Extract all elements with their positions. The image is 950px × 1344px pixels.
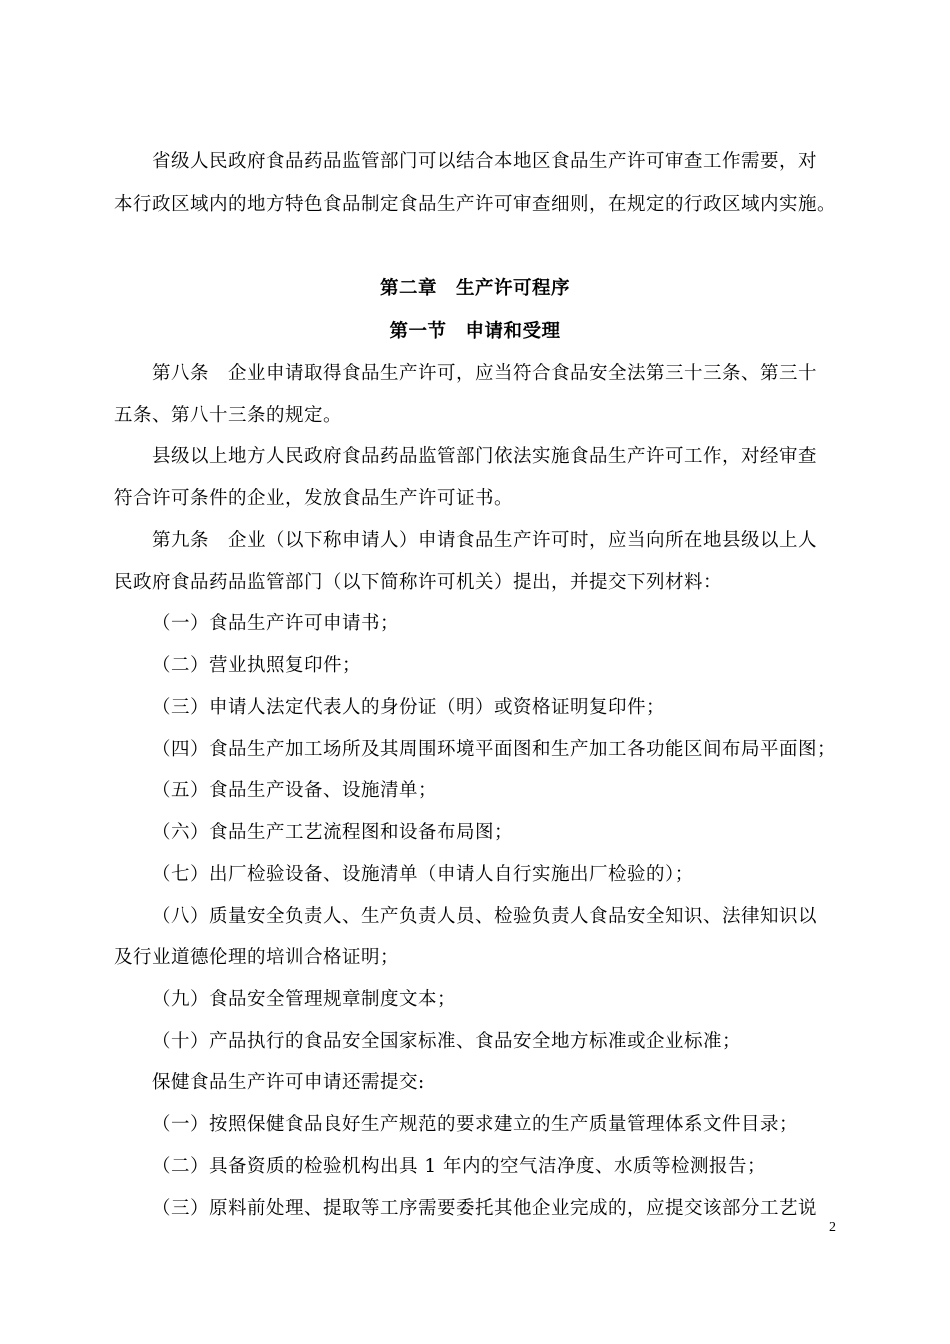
paragraph-line: 县级以上地方人民政府食品药品监管部门依法实施食品生产许可工作，对经审查 [152,446,818,467]
paragraph-line: 民政府食品药品监管部门（以下简称许可机关）提出，并提交下列材料： [114,572,723,593]
list-item: （二）具备资质的检验机构出具 1 年内的空气洁净度、水质等检测报告； [152,1156,767,1177]
list-item: （三）申请人法定代表人的身份证（明）或资格证明复印件； [152,697,666,718]
list-item: （一）按照保健食品良好生产规范的要求建立的生产质量管理体系文件目录； [152,1114,799,1135]
list-item: （六）食品生产工艺流程图和设备布局图； [152,822,514,843]
list-item: （三）原料前处理、提取等工序需要委托其他企业完成的，应提交该部分工艺说 [152,1198,818,1219]
article-line: 第九条 企业（以下称申请人）申请食品生产许可时，应当向所在地县级以上人 [152,530,818,551]
list-item: （九）食品安全管理规章制度文本； [152,989,457,1010]
list-item: （二）营业执照复印件； [152,655,362,676]
paragraph-line: 保健食品生产许可申请还需提交: [152,1072,425,1093]
list-item: （十）产品执行的食品安全国家标准、食品安全地方标准或企业标准； [152,1031,742,1052]
list-item: （五）食品生产设备、设施清单； [152,780,438,801]
paragraph-line: 省级人民政府食品药品监管部门可以结合本地区食品生产许可审查工作需要，对 [152,151,818,172]
paragraph-line: 本行政区域内的地方特色食品制定食品生产许可审查细则，在规定的行政区域内实施。 [114,194,837,215]
list-item: （八）质量安全负责人、生产负责人员、检验负责人食品安全知识、法律知识以 [152,906,818,927]
chapter-heading: 第二章 生产许可程序 [379,278,570,299]
list-item: （七）出厂检验设备、设施清单（申请人自行实施出厂检验的）； [152,864,694,885]
list-item: （一）食品生产许可申请书； [152,613,400,634]
paragraph-line: 符合许可条件的企业，发放食品生产许可证书。 [114,488,514,509]
list-item-continuation: 及行业道德伦理的培训合格证明； [114,947,400,968]
list-item: （四）食品生产加工场所及其周围环境平面图和生产加工各功能区间布局平面图； [152,739,837,760]
section-heading: 第一节 申请和受理 [389,321,561,342]
paragraph-line: 五条、第八十三条的规定。 [114,405,343,426]
article-line: 第八条 企业申请取得食品生产许可，应当符合食品安全法第三十三条、第三十 [152,363,818,384]
page-number: 2 [829,1220,836,1235]
